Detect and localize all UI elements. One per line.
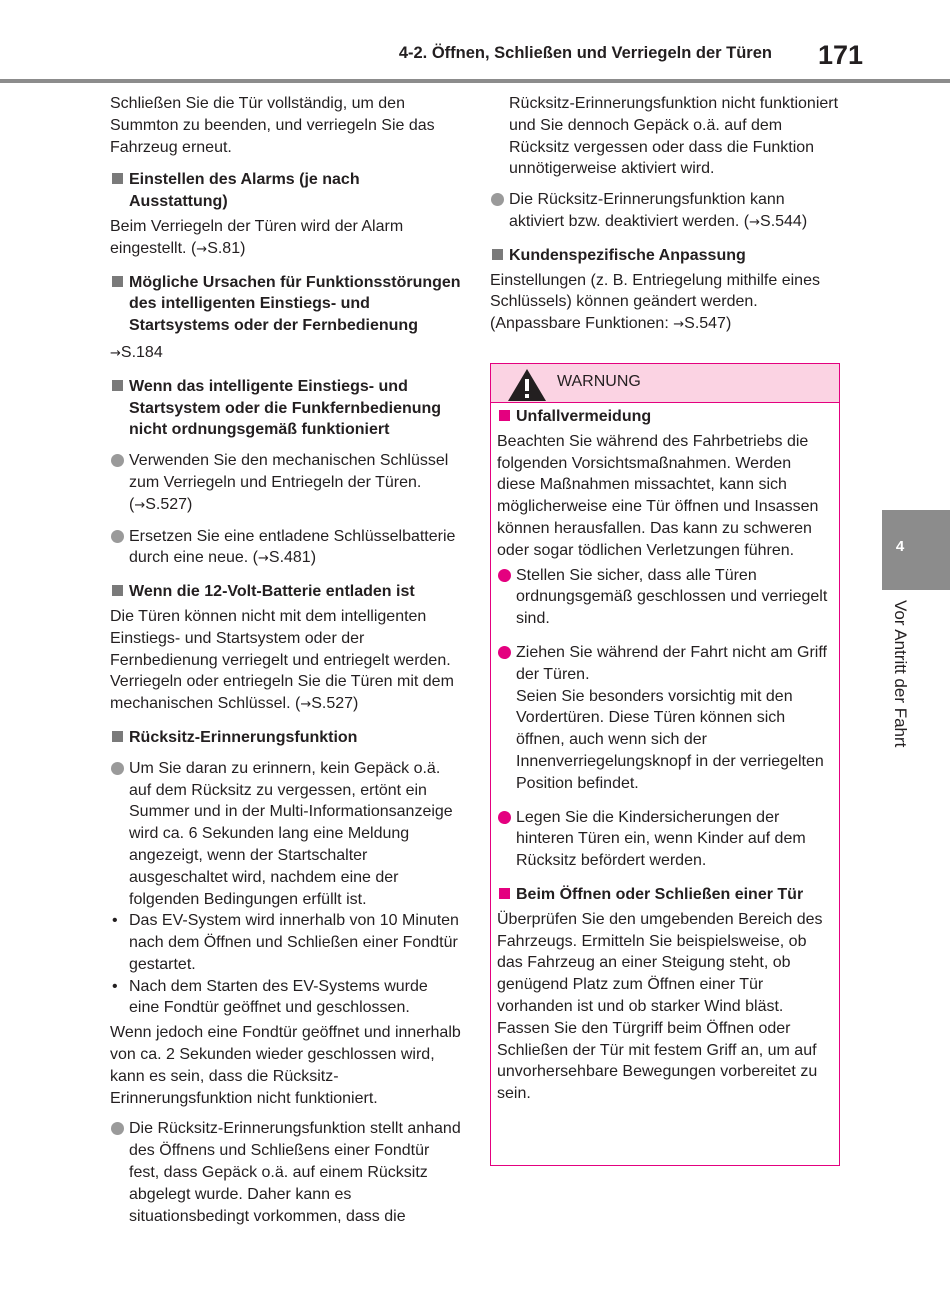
page-reference[interactable]: S.527 (311, 695, 354, 713)
left-column (110, 93, 462, 1227)
accident-heading: Unfallvermeidung (497, 406, 833, 428)
chapter-label: Vor Antritt der Fahrt (891, 600, 910, 748)
continuation-text: Rücksitz-Erinnerungsfunktion nicht funktioniert und Sie dennoch Gepäck o.ä. auf dem Rücksitz vergessen oder dass die Funktion unnötigerweise aktiviert wird. (509, 95, 839, 178)
square-marker-icon (112, 731, 123, 742)
square-marker-icon (112, 585, 123, 596)
rear-seat-heading: Rücksitz-Erinnerungsfunktion (110, 727, 462, 749)
custom-heading: Kundenspezifische Anpassung (490, 245, 842, 267)
chapter-number: 4 (895, 538, 905, 555)
custom-text: Einstellungen (z. B. Entriegelung mithilfe eines Schlüssels) können geändert werden. (Anpassbare Funktionen: →S.547) (490, 271, 820, 333)
bullet-item: Verwenden Sie den mechanischen Schlüssel zum Verriegeln und Entriegeln der Türen. (→S.527) (110, 450, 462, 516)
arrow-icon: → (300, 697, 312, 713)
warning-bullet: Legen Sie die Kindersicherungen der hinteren Türen ein, wenn Kinder auf dem Rücksitz befördert werden. (497, 807, 833, 872)
page-reference[interactable]: S.544 (760, 212, 802, 230)
alarm-text: Beim Verriegeln der Türen wird der Alarm eingestellt. (→S.81) (110, 217, 404, 257)
door-heading: Beim Öffnen oder Schließen einer Tür (497, 884, 833, 906)
sub-bullet-marker: • (112, 912, 118, 930)
arrow-icon: → (257, 551, 269, 567)
warning-bullet: Stellen Sie sicher, dass alle Türen ordnungsgemäß geschlossen und verriegelt sind. (497, 565, 833, 630)
warning-title: WARNUNG (557, 373, 641, 390)
page-reference[interactable]: S.547 (684, 315, 726, 333)
bullet-item: Die Rücksitz-Erinnerungsfunktion stellt anhand des Öffnens und Schließens einer Fondtür fest, dass Gepäck o.ä. auf einem Rücksitz abgelegt wurde. Daher kann es situationsbedingt vorkommen, dass die (110, 1118, 462, 1227)
arrow-icon: → (134, 497, 146, 513)
chapter-tab (882, 510, 950, 590)
square-marker-icon (492, 249, 503, 260)
square-marker-icon (499, 410, 510, 421)
right-column (490, 93, 842, 336)
malfunction-heading: Wenn das intelligente Einstiegs- und Startsystem oder die Funkfernbedienung nicht ordnungsgemäß funktioniert (110, 376, 462, 441)
sub-list-item: • Das EV-System wird innerhalb von 10 Minuten nach dem Öffnen und Schließen einer Fondtür gestartet. (112, 912, 459, 973)
square-marker-icon (499, 888, 510, 899)
arrow-icon: → (196, 241, 208, 257)
page-number: 171 (818, 40, 864, 70)
bullet-item: Ersetzen Sie eine entladene Schlüsselbatterie durch eine neue. (→S.481) (110, 526, 462, 571)
warning-header (491, 364, 839, 403)
bullet-dot-icon (111, 1122, 124, 1135)
bullet-dot-icon (498, 569, 511, 582)
battery-heading: Wenn die 12-Volt-Batterie entladen ist (110, 581, 462, 603)
bullet-dot-icon (111, 454, 124, 467)
causes-reference (110, 342, 462, 365)
door-text: Überprüfen Sie den umgebenden Bereich des Fahrzeugs. Ermitteln Sie beispielsweise, ob das Fahrzeug an einer Steigung steht, ob genügend Platz zum Öffnen einer Tür vorhanden ist und ob starker Wind bläst. Fassen Sie den Türgriff beim Öffnen oder Schließen der Tür mit festem Griff an, um auf unvorhersehbare Bewegungen vorbereitet zu sein. (497, 910, 823, 1103)
arrow-icon: → (673, 317, 685, 333)
bullet-dot-icon (111, 530, 124, 543)
page-reference[interactable]: S.527 (145, 495, 188, 513)
causes-heading: Mögliche Ursachen für Funktionsstörungen des intelligenten Einstiegs- und Startsystems oder der Fernbedienung (110, 272, 462, 337)
arrow-icon: → (749, 214, 761, 230)
bullet-item: Um Sie daran zu erinnern, kein Gepäck o.ä. auf dem Rücksitz zu vergessen, ertönt ein Summer und in der Multi-Informationsanzeige wird ca. 6 Sekunden lang eine Meldung angezeigt, wenn der Startschalter ausgeschaltet wird, nachdem eine der folgenden Bedingungen erfüllt ist. (110, 758, 462, 911)
rear-seat-note: Wenn jedoch eine Fondtür geöffnet und innerhalb von ca. 2 Sekunden wieder geschlossen wird, kann es sein, dass die Rücksitz-Erinnerungsfunktion nicht funktioniert. (110, 1024, 461, 1107)
sub-bullet-marker: • (112, 977, 118, 995)
warning-triangle-icon (507, 368, 547, 402)
bullet-item: Die Rücksitz-Erinnerungsfunktion kann aktiviert bzw. deaktiviert werden. (→S.544) (490, 189, 842, 234)
intro-paragraph: Schließen Sie die Tür vollständig, um den Summton zu beenden, und verriegeln Sie das Fahrzeug erneut. (110, 95, 435, 156)
bullet-dot-icon (111, 762, 124, 775)
warning-box (490, 363, 840, 1166)
warning-body (491, 403, 839, 1105)
bullet-dot-icon (491, 193, 504, 206)
square-marker-icon (112, 380, 123, 391)
section-title: 4-2. Öffnen, Schließen und Verriegeln der Türen (398, 44, 772, 62)
alarm-heading: Einstellen des Alarms (je nach Ausstattung) (110, 169, 462, 213)
warning-bullet: Ziehen Sie während der Fahrt nicht am Griff der Türen. Seien Sie besonders vorsichtig mit den Vordertüren. Diese Türen können sich öffnen, auch wenn sich der Innenverriegelungsknopf in der verriegelten Position befindet. (497, 642, 833, 795)
page-reference[interactable]: S.184 (120, 343, 163, 361)
square-marker-icon (112, 173, 123, 184)
page-reference[interactable]: S.81 (207, 239, 241, 257)
bullet-dot-icon (498, 646, 511, 659)
accident-text: Beachten Sie während des Fahrbetriebs die folgenden Vorsichtsmaßnahmen. Werden diese Maßnahmen missachtet, kann sich möglicherweise eine Tür öffnen und Insassen können herausfallen. Das kann zu schweren oder sogar tödlichen Verletzungen führen. (497, 432, 819, 559)
square-marker-icon (112, 276, 123, 287)
page-reference[interactable]: S.481 (268, 549, 311, 567)
sub-list-item: • Nach dem Starten des EV-Systems wurde eine Fondtür geöffnet und geschlossen. (112, 977, 428, 1017)
arrow-icon: → (110, 345, 121, 361)
bullet-dot-icon (498, 811, 511, 824)
battery-text: Die Türen können nicht mit dem intelligenten Einstiegs- und Startsystem oder der Fernbedienung verriegelt und entriegelt werden. Verriegeln oder entriegeln Sie die Türen mit dem mechanischen Schlüssel. (→S.527) (110, 607, 454, 713)
header-rule (0, 79, 950, 83)
